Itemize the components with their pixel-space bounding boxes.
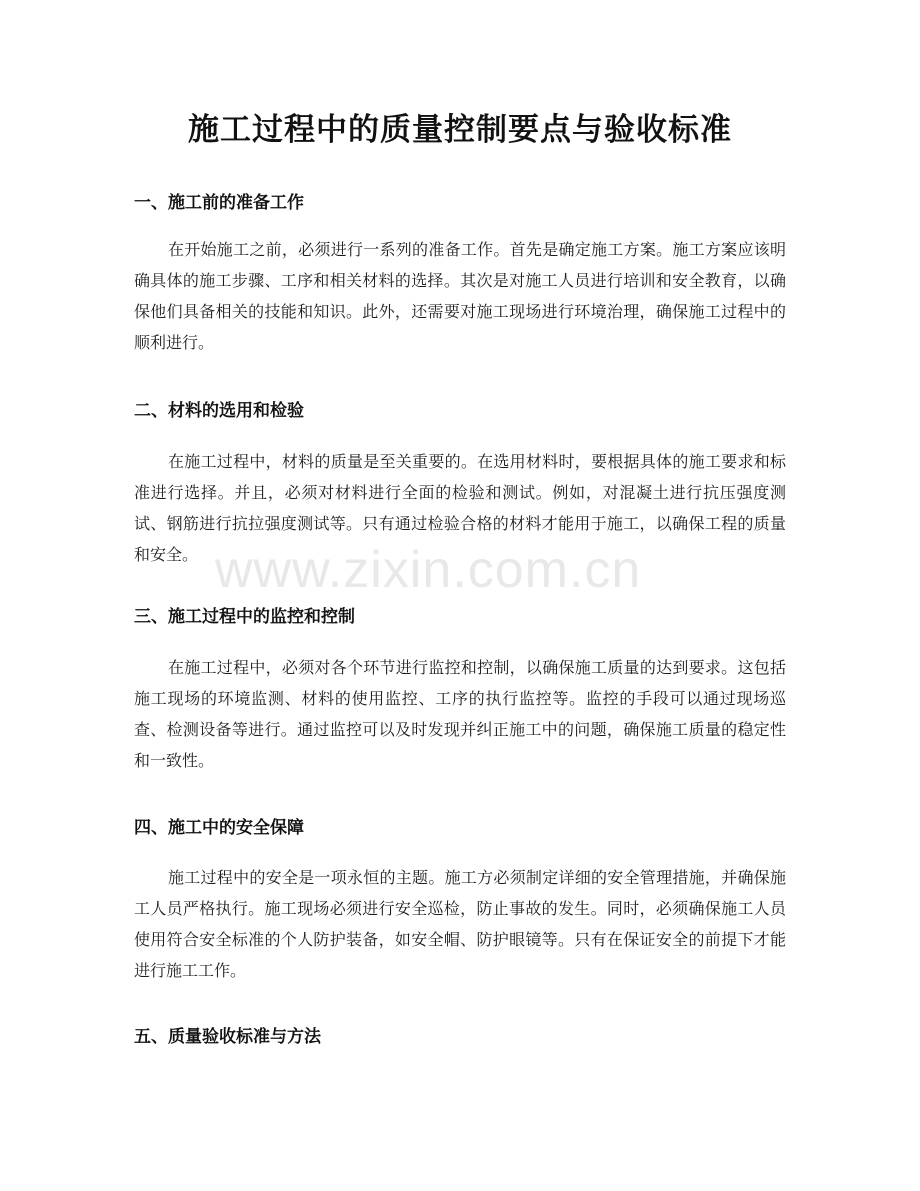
document-title: 施工过程中的质量控制要点与验收标准	[188, 112, 732, 148]
watermark-text: www.zixin.com.cn	[215, 541, 642, 599]
section-paragraph-2: 在施工过程中，材料的质量是至关重要的。在选用材料时，要根据具体的施工要求和标准进行选择。并且，必须对材料进行全面的检验和测试。例如，对混凝土进行抗压强度测试、钢筋进行抗拉强度测试等。只有通过检验合格的材料才能用于施工，以确保工程的质量和安全。	[134, 452, 786, 564]
section-paragraph-4: 施工过程中的安全是一项永恒的主题。施工方必须制定详细的安全管理措施，并确保施工人员严格执行。施工现场必须进行安全巡检，防止事故的发生。同时，必须确保施工人员使用符合安全标准的个人防护装备，如安全帽、防护眼镜等。只有在保证安全的前提下才能进行施工工作。	[134, 868, 786, 980]
section-heading-1: 一、施工前的准备工作	[134, 193, 304, 213]
section-heading-5: 五、质量验收标准与方法	[134, 1027, 321, 1047]
section-heading-2: 二、材料的选用和检验	[134, 401, 304, 421]
section-paragraph-3: 在施工过程中，必须对各个环节进行监控和控制，以确保施工质量的达到要求。这包括施工现场的环境监测、材料的使用监控、工序的执行监控等。监控的手段可以通过现场巡查、检测设备等进行。通过监控可以及时发现并纠正施工中的问题，确保施工质量的稳定性和一致性。	[134, 658, 786, 770]
section-heading-4: 四、施工中的安全保障	[134, 818, 304, 838]
section-heading-3: 三、施工过程中的监控和控制	[134, 607, 355, 627]
section-paragraph-1: 在开始施工之前，必须进行一系列的准备工作。首先是确定施工方案。施工方案应该明确具体的施工步骤、工序和相关材料的选择。其次是对施工人员进行培训和安全教育，以确保他们具备相关的技能和知识。此外，还需要对施工现场进行环境治理，确保施工过程中的顺利进行。	[134, 240, 786, 352]
